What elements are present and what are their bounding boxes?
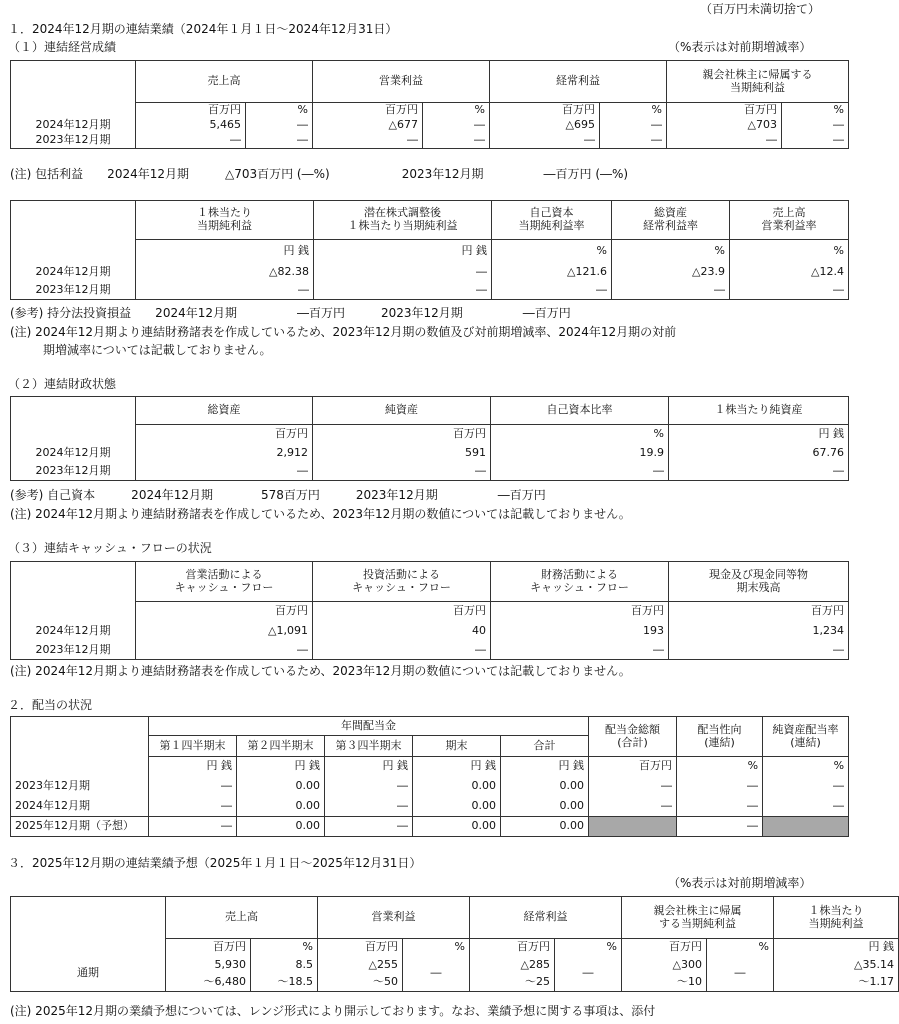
cell: △703 [667, 118, 782, 133]
cell: ― [677, 817, 763, 837]
header-operating-cf: 営業活動による キャッシュ・フロー [136, 562, 313, 602]
cell: 5,930 [166, 957, 251, 974]
cell: △1,091 [136, 622, 313, 642]
header-eps: １株当たり 当期純利益 [136, 201, 314, 240]
header-bps: １株当たり純資産 [669, 397, 849, 425]
cell: ― [600, 133, 667, 149]
unit: % [677, 757, 763, 777]
unit: 円 銭 [669, 425, 849, 445]
cell: ― [491, 463, 669, 481]
section1-sub3: （３）連結キャッシュ・フローの状況 [8, 541, 212, 555]
unit: 百万円 [667, 103, 782, 119]
operating-results-table [10, 60, 849, 149]
section3-title: ３．2025年12月期の連結業績予想（2025年１月１日～2025年12月31日） [8, 856, 422, 870]
unit: 百万円 [491, 602, 669, 622]
cell: 0.00 [237, 817, 325, 837]
unit: 百万円 [470, 939, 555, 957]
unit: % [251, 939, 318, 957]
row-label: 2024年12月期 [11, 797, 149, 817]
header-q2: 第２四半期末 [237, 736, 325, 757]
cell: ― [325, 817, 413, 837]
cell: ～18.5 [251, 974, 318, 992]
cell: ― [677, 777, 763, 797]
cell: ― [589, 797, 677, 817]
cell: ― [403, 957, 470, 992]
unit: 百万円 [490, 103, 600, 119]
cell: 0.00 [413, 777, 501, 797]
unit: 円 銭 [501, 757, 589, 777]
unit: % [423, 103, 490, 119]
header-annual-dividend: 年間配当金 [149, 717, 589, 736]
row-label: 2024年12月期 [11, 118, 136, 133]
unit: 円 銭 [413, 757, 501, 777]
cell: 40 [313, 622, 491, 642]
unit: 百万円 [136, 103, 246, 119]
unit: 百万円 [622, 939, 707, 957]
cell: ― [246, 133, 313, 149]
header-roa: 総資産 経常利益率 [612, 201, 730, 240]
unit: 百万円 [669, 602, 849, 622]
table-row [11, 282, 849, 300]
cell: △12.4 [730, 264, 849, 282]
row-label: 2023年12月期 [11, 463, 136, 481]
cell: ～6,480 [166, 974, 251, 992]
cell: ～10 [622, 974, 707, 992]
unit: % [763, 757, 849, 777]
unit: 百万円 [313, 602, 491, 622]
cell: ― [492, 282, 612, 300]
row-label: 通期 [11, 957, 166, 992]
header-operating-profit: 営業利益 [313, 61, 490, 103]
unit: % [491, 425, 669, 445]
cell: ― [667, 133, 782, 149]
ref-equity-method: (参考) 持分法投資損益 2024年12月期 ―百万円 2023年12月期 ―百万円 [10, 306, 571, 320]
cell: 193 [491, 622, 669, 642]
header-forecast-sales: 売上高 [166, 897, 318, 939]
unit: 百万円 [313, 103, 423, 119]
cell: 2,912 [136, 445, 313, 463]
header-forecast-ordinary: 経常利益 [470, 897, 622, 939]
cell: ― [325, 777, 413, 797]
section1-sub1: （１）連結経営成績 [8, 40, 117, 54]
unit: 百万円 [136, 602, 313, 622]
cell: ～25 [470, 974, 555, 992]
note-financial-position: (注) 2024年12月期より連結財務諸表を作成しているため、2023年12月期の数値については記載しておりません。 [10, 507, 631, 521]
note-first-consolidation-a: (注) 2024年12月期より連結財務諸表を作成しているため、2023年12月期の数値及び対前期増減率、2024年12月期の対前 [10, 325, 677, 339]
cell: ― [600, 118, 667, 133]
pct-note-1: （%表示は対前期増減率） [668, 40, 812, 54]
cell: ― [136, 463, 313, 481]
table-row [11, 118, 849, 133]
note-comprehensive-income: (注) 包括利益 2024年12月期 △703百万円 (―%) 2023年12月期 ―百万円 (―%) [10, 167, 629, 181]
header-q3: 第３四半期末 [325, 736, 413, 757]
unit: 円 銭 [237, 757, 325, 777]
shaded-cell [589, 817, 677, 837]
cell: ― [423, 118, 490, 133]
cell: ― [313, 463, 491, 481]
unit: % [612, 240, 730, 264]
cash-flow-table [10, 561, 849, 660]
cell: 0.00 [501, 777, 589, 797]
cell: 0.00 [501, 817, 589, 837]
unit: 円 銭 [325, 757, 413, 777]
note-cash-flow: (注) 2024年12月期より連結財務諸表を作成しているため、2023年12月期の数値については記載しておりません。 [10, 664, 631, 678]
unit: 百万円 [136, 425, 313, 445]
cell: ～1.17 [774, 974, 899, 992]
row-label: 2023年12月期 [11, 777, 149, 797]
row-label: 2023年12月期 [11, 282, 136, 300]
cell: 0.00 [237, 777, 325, 797]
cell: ～50 [318, 974, 403, 992]
cell: ― [782, 118, 849, 133]
cell: △35.14 [774, 957, 899, 974]
row-label: 2024年12月期 [11, 445, 136, 463]
header-net-assets: 純資産 [313, 397, 491, 425]
header-doe: 純資産配当率 (連結) [763, 717, 849, 757]
cell: ― [136, 282, 314, 300]
cell: ― [730, 282, 849, 300]
cell: ― [763, 797, 849, 817]
cell: ― [669, 463, 849, 481]
table-row [11, 642, 849, 660]
cell: ― [149, 817, 237, 837]
section2-title: ２．配当の状況 [8, 698, 93, 712]
cell: △255 [318, 957, 403, 974]
unit: 円 銭 [136, 240, 314, 264]
section1-title: １．2024年12月期の連結業績（2024年１月１日～2024年12月31日） [8, 22, 398, 36]
cell: △677 [313, 118, 423, 133]
row-label: 2023年12月期 [11, 642, 136, 660]
cell: 0.00 [501, 797, 589, 817]
cell: ― [490, 133, 600, 149]
unit-note: （百万円未満切捨て） [700, 2, 821, 16]
unit: % [246, 103, 313, 119]
note-first-consolidation-b: 期増減率については記載しておりません。 [43, 343, 272, 357]
table-row [11, 463, 849, 481]
header-ordinary-profit: 経常利益 [490, 61, 667, 103]
header-roe: 自己資本 当期純利益率 [492, 201, 612, 240]
header-forecast-net: 親会社株主に帰属 する当期純利益 [622, 897, 774, 939]
header-investing-cf: 投資活動による キャッシュ・フロー [313, 562, 491, 602]
cell: ― [149, 797, 237, 817]
header-total-dividend: 配当金総額 (合計) [589, 717, 677, 757]
row-label: 2024年12月期 [11, 264, 136, 282]
cell: △82.38 [136, 264, 314, 282]
cell: ― [314, 282, 492, 300]
cell: 1,234 [669, 622, 849, 642]
cell: ― [782, 133, 849, 149]
unit: % [707, 939, 774, 957]
unit: 百万円 [313, 425, 491, 445]
table-row [11, 445, 849, 463]
unit: 円 銭 [774, 939, 899, 957]
row-label: 2024年12月期 [11, 622, 136, 642]
header-total-assets: 総資産 [136, 397, 313, 425]
cell: ― [669, 642, 849, 660]
cell: ― [677, 797, 763, 817]
cell: △695 [490, 118, 600, 133]
pct-note-3: （%表示は対前期増減率） [668, 876, 812, 890]
unit: 百万円 [589, 757, 677, 777]
unit: % [555, 939, 622, 957]
header-cash-end: 現金及び現金同等物 期末残高 [669, 562, 849, 602]
header-financing-cf: 財務活動による キャッシュ・フロー [491, 562, 669, 602]
row-label: 2023年12月期 [11, 133, 136, 149]
table-row [11, 264, 849, 282]
cell: 0.00 [237, 797, 325, 817]
table-row [11, 797, 849, 817]
cell: ― [325, 797, 413, 817]
ref-equity: (参考) 自己資本 2024年12月期 578百万円 2023年12月期 ―百万円 [10, 488, 546, 502]
cell: ― [313, 642, 491, 660]
cell: 591 [313, 445, 491, 463]
unit: % [492, 240, 612, 264]
row-label: 2025年12月期（予想） [11, 817, 149, 837]
header-year-end: 期末 [413, 736, 501, 757]
unit: % [403, 939, 470, 957]
header-net-profit: 親会社株主に帰属する 当期純利益 [667, 61, 849, 103]
cell: 67.76 [669, 445, 849, 463]
table-row [11, 133, 849, 149]
cell: ― [136, 133, 246, 149]
cell: 0.00 [413, 817, 501, 837]
per-share-table [10, 200, 849, 300]
dividend-table [10, 716, 849, 837]
cell: 5,465 [136, 118, 246, 133]
cell: ― [423, 133, 490, 149]
header-payout-ratio: 配当性向 (連結) [677, 717, 763, 757]
cell: ― [246, 118, 313, 133]
cell: 0.00 [413, 797, 501, 817]
section1-sub2: （２）連結財政状態 [8, 377, 117, 391]
cell: ― [763, 777, 849, 797]
unit: % [782, 103, 849, 119]
header-total: 合計 [501, 736, 589, 757]
cell: ― [612, 282, 730, 300]
cell: ― [313, 133, 423, 149]
header-operating-margin: 売上高 営業利益率 [730, 201, 849, 240]
cell: △121.6 [492, 264, 612, 282]
cell: ― [314, 264, 492, 282]
header-diluted-eps: 潜在株式調整後 １株当たり当期純利益 [314, 201, 492, 240]
table-row [11, 957, 899, 974]
financial-position-table [10, 396, 849, 481]
header-q1: 第１四半期末 [149, 736, 237, 757]
unit: % [730, 240, 849, 264]
cell: 19.9 [491, 445, 669, 463]
cell: ― [555, 957, 622, 992]
unit: 円 銭 [314, 240, 492, 264]
header-equity-ratio: 自己資本比率 [491, 397, 669, 425]
cell: △285 [470, 957, 555, 974]
unit: % [600, 103, 667, 119]
header-forecast-eps: １株当たり 当期純利益 [774, 897, 899, 939]
cell: △23.9 [612, 264, 730, 282]
table-row [11, 777, 849, 797]
unit: 円 銭 [149, 757, 237, 777]
shaded-cell [763, 817, 849, 837]
cell: ― [136, 642, 313, 660]
forecast-table [10, 896, 899, 992]
cell: ― [149, 777, 237, 797]
cell: ― [589, 777, 677, 797]
unit: 百万円 [318, 939, 403, 957]
table-row [11, 622, 849, 642]
cell: △300 [622, 957, 707, 974]
cell: 8.5 [251, 957, 318, 974]
note-forecast: (注) 2025年12月期の業績予想については、レンジ形式により開示しております。なお、業績予想に関する事項は、添付 [10, 1004, 656, 1018]
header-forecast-operating: 営業利益 [318, 897, 470, 939]
table-row [11, 817, 849, 837]
cell: ― [491, 642, 669, 660]
header-sales: 売上高 [136, 61, 313, 103]
cell: ― [707, 957, 774, 992]
unit: 百万円 [166, 939, 251, 957]
